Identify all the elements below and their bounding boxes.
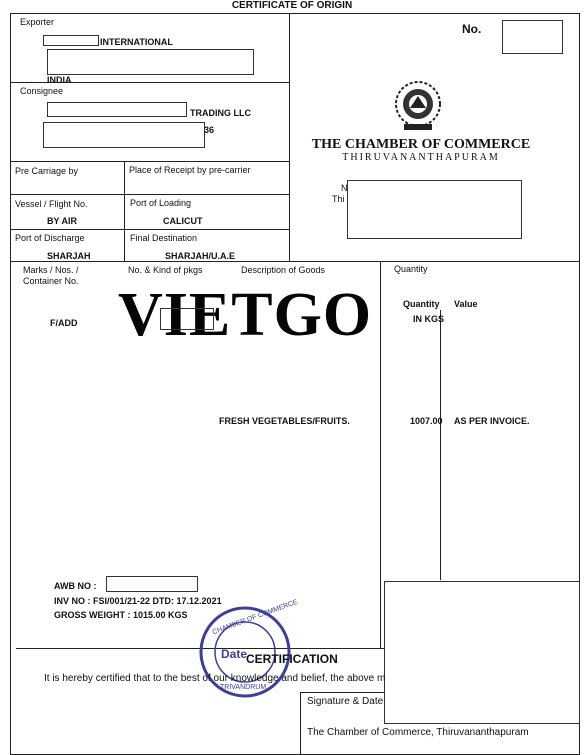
port-of-discharge-value: SHARJAH bbox=[47, 251, 91, 261]
quantity-value: 1007.00 bbox=[410, 416, 443, 426]
row-pre-carriage-bottom bbox=[10, 194, 290, 195]
divider-value bbox=[440, 310, 441, 580]
certification-heading: CERTIFICATION bbox=[246, 652, 338, 666]
exporter-name: INTERNATIONAL bbox=[100, 37, 173, 47]
port-of-discharge-label: Port of Discharge bbox=[15, 233, 85, 243]
divider-quantity bbox=[380, 261, 381, 648]
redaction-box bbox=[384, 581, 580, 724]
vessel-label: Vessel / Flight No. bbox=[15, 199, 88, 209]
quantity-header: Quantity bbox=[394, 264, 428, 274]
final-destination-value: SHARJAH/U.A.E bbox=[165, 251, 236, 261]
marks-header: Marks / Nos. / bbox=[23, 265, 79, 275]
stamp-center: Date bbox=[221, 647, 248, 661]
chamber-emblem-icon bbox=[390, 76, 446, 134]
awb-label: AWB NO : bbox=[54, 581, 97, 591]
in-kgs-subheader: IN KGS bbox=[413, 314, 445, 324]
row-vessel-bottom bbox=[10, 229, 290, 230]
description-value: FRESH VEGETABLES/FRUITS. bbox=[219, 416, 350, 426]
chamber-footer: The Chamber of Commerce, Thiruvananthapuram bbox=[307, 727, 529, 738]
redaction-box bbox=[347, 180, 522, 239]
consignee-address: 36 bbox=[204, 125, 215, 135]
redaction-box bbox=[47, 49, 254, 75]
chamber-partial-text: N bbox=[341, 183, 348, 193]
final-destination-label: Final Destination bbox=[130, 233, 198, 243]
port-of-loading-label: Port of Loading bbox=[130, 198, 192, 208]
watermark: VIETGO bbox=[118, 281, 373, 349]
frame-top bbox=[10, 13, 580, 14]
gross-weight-line: GROSS WEIGHT : 1015.00 KGS bbox=[54, 610, 188, 620]
no-label: No. bbox=[462, 22, 482, 36]
value-subheader: Value bbox=[454, 299, 478, 309]
consignee-name: TRADING LLC bbox=[190, 108, 251, 118]
description-header: Description of Goods bbox=[241, 265, 326, 275]
redaction-box bbox=[502, 20, 563, 54]
stamp-bottom-text: TRIVANDRUM bbox=[220, 684, 267, 691]
signature-label: Signature & Date bbox=[307, 696, 384, 707]
quantity-subheader: Quantity bbox=[403, 299, 440, 309]
redaction-box bbox=[43, 122, 205, 148]
chamber-city: THIRUVANANTHAPURAM bbox=[342, 152, 500, 163]
invoice-line: INV NO : FSI/001/21-22 DTD: 17.12.2021 bbox=[54, 596, 222, 606]
container-header: Container No. bbox=[23, 276, 79, 286]
divider-small-cells bbox=[124, 161, 125, 261]
frame-left bbox=[10, 13, 11, 755]
chamber-partial-text: Thi bbox=[332, 194, 345, 204]
exporter-country: INDIA bbox=[47, 75, 72, 85]
redaction-box bbox=[106, 576, 198, 592]
stamp-top-text: CHAMBER OF COMMERCE bbox=[211, 598, 299, 637]
marks-value: F/ADD bbox=[50, 318, 78, 328]
certification-text: It is hereby certified that to the best of our knowledge and belief, the above m bbox=[44, 673, 386, 684]
redaction-box bbox=[43, 35, 99, 46]
port-of-loading-value: CALICUT bbox=[163, 216, 203, 226]
chamber-name: THE CHAMBER OF COMMERCE bbox=[311, 137, 531, 152]
vessel-value: BY AIR bbox=[47, 216, 78, 226]
exporter-label: Exporter bbox=[20, 17, 55, 27]
goods-header-top bbox=[10, 261, 580, 262]
document-title: CERTIFICATE OF ORIGIN bbox=[231, 0, 353, 11]
signature-left bbox=[300, 692, 301, 755]
place-of-receipt-label: Place of Receipt by pre-carrier bbox=[129, 165, 251, 175]
kind-of-pkgs-header: No. & Kind of pkgs bbox=[128, 265, 203, 275]
value-value: AS PER INVOICE. bbox=[454, 416, 530, 426]
consignee-label: Consignee bbox=[20, 86, 64, 96]
redaction-box bbox=[47, 102, 187, 117]
redaction-box bbox=[160, 308, 214, 330]
pre-carriage-label: Pre Carriage by bbox=[15, 166, 79, 176]
consignee-bottom bbox=[10, 161, 290, 162]
